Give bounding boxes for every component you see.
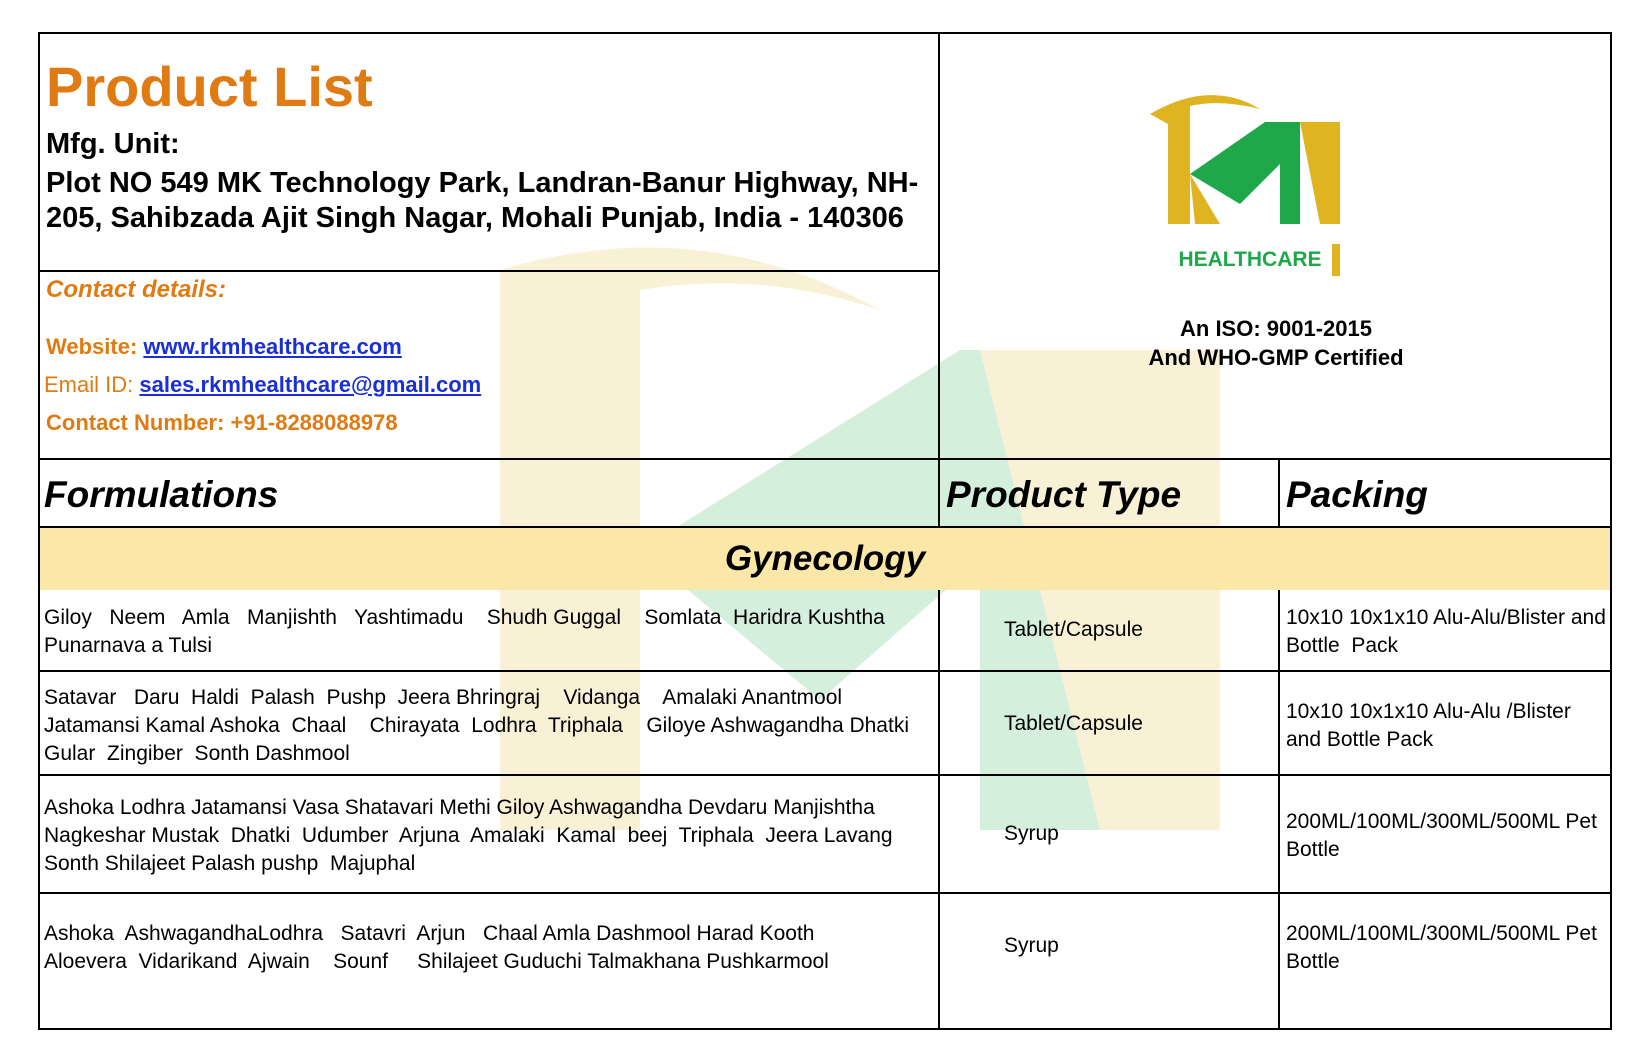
product-type-cell: Tablet/Capsule <box>1004 618 1143 641</box>
packing-cell: 10x10 10x1x10 Alu-Alu /Blister and Bottle Pack <box>1286 700 1577 751</box>
col-divider <box>938 458 940 528</box>
row-divider <box>40 774 1610 776</box>
email-label: Email ID: <box>44 372 140 397</box>
product-list-sheet <box>38 32 1612 1030</box>
rkm-logo <box>1150 84 1390 284</box>
header-product-type: Product Type <box>946 474 1182 515</box>
header-packing: Packing <box>1286 474 1428 515</box>
section-gynecology: Gynecology <box>40 528 1610 590</box>
formulation-cell: Ashoka Lodhra Jatamansi Vasa Shatavari Methi Giloy Ashwagandha Devdaru Manjishtha Nagkeshar Mustak Dhatki Udumber Arjuna Amalaki Kamal beej Triphala Jeera Lavang Sonth Shilajeet Palash pushp Majuphal <box>44 796 899 875</box>
mfg-unit-label: Mfg. Unit: <box>46 128 180 160</box>
cert-line-2: And WHO-GMP Certified <box>1148 345 1404 370</box>
website-link[interactable]: www.rkmhealthcare.com <box>143 334 402 359</box>
row-divider <box>40 892 1610 894</box>
row-divider <box>40 670 1610 672</box>
packing-cell: 10x10 10x1x10 Alu-Alu/Blister and Bottle Pack <box>1286 606 1612 657</box>
col-divider <box>938 588 940 1030</box>
header-block <box>40 34 940 272</box>
formulation-cell: Giloy Neem Amla Manjishth Yashtimadu Shudh Guggal Somlata Haridra Kushtha Punarnava a Tulsi <box>44 606 897 657</box>
col-divider <box>1278 458 1280 528</box>
cert-line-1: An ISO: 9001-2015 <box>1180 316 1372 341</box>
logo-text: HEALTHCARE <box>1178 248 1322 271</box>
website-row <box>46 334 402 360</box>
header-divider <box>40 458 1610 460</box>
col-divider <box>1278 588 1280 1030</box>
header-formulations: Formulations <box>44 474 279 515</box>
product-type-cell: Tablet/Capsule <box>1004 712 1143 735</box>
contact-title: Contact details: <box>46 276 227 303</box>
page-title: Product List <box>46 55 373 118</box>
email-link[interactable]: sales.rkmhealthcare@gmail.com <box>139 372 482 397</box>
formulation-cell: Ashoka AshwagandhaLodhra Satavri Arjun Chaal Amla Dashmool Harad Kooth Aloevera Vidarikand Ajwain Sounf Shilajeet Guduchi Talmakhana Pushkarmool <box>44 922 829 973</box>
product-type-cell: Syrup <box>1004 934 1059 957</box>
email-row <box>44 372 481 398</box>
product-type-cell: Syrup <box>1004 822 1059 845</box>
brand-block <box>940 34 1612 460</box>
formulation-cell: Satavar Daru Haldi Palash Pushp Jeera Bhringraj Vidanga Amalaki Anantmool Jatamansi Kamal Ashoka Chaal Chirayata Lodhra Triphala Giloye Ashwagandha Dhatki Gular Zingiber Sonth Dashmool <box>44 686 921 765</box>
packing-cell: 200ML/100ML/300ML/500ML Pet Bottle <box>1286 922 1609 973</box>
contact-block <box>40 272 940 460</box>
website-label: Website: <box>46 334 144 359</box>
packing-cell: 200ML/100ML/300ML/500ML Pet Bottle <box>1286 810 1609 861</box>
contact-number: Contact Number: +91-8288088978 <box>46 410 398 435</box>
mfg-address: Plot NO 549 MK Technology Park, Landran-Banur Highway, NH-205, Sahibzada Ajit Singh Nagar, Mohali Punjab, India - 140306 <box>46 167 919 234</box>
